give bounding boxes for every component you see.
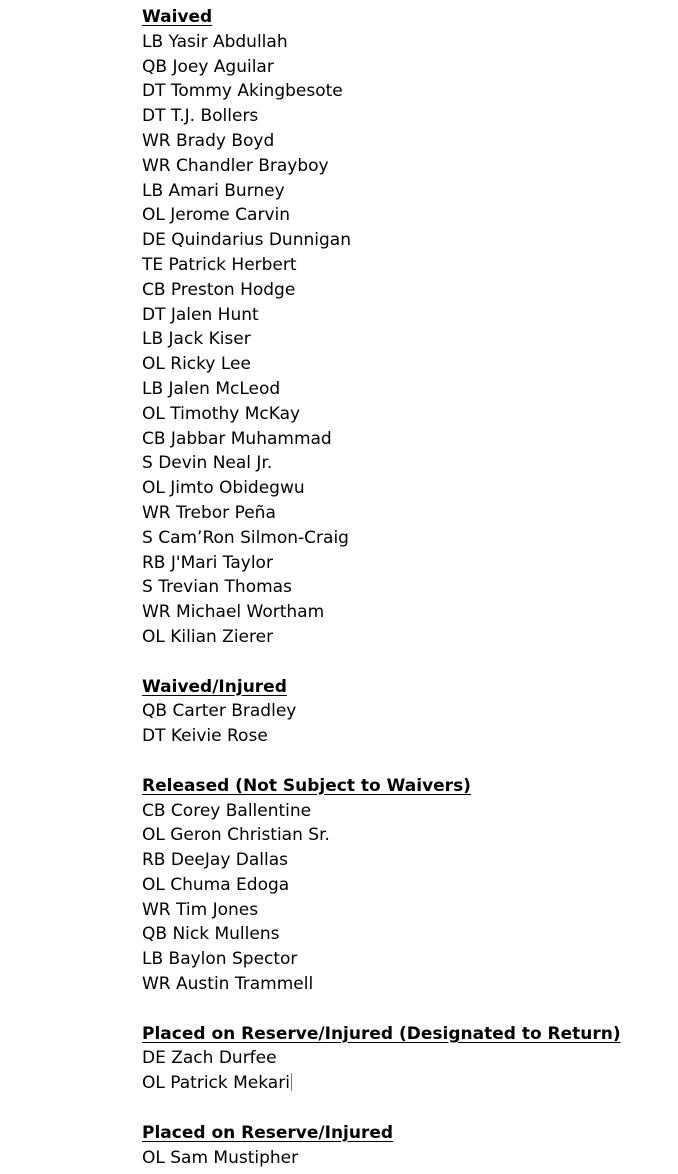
document-body[interactable] (142, 5, 678, 1170)
player-entry (142, 600, 678, 625)
player-list (142, 799, 678, 997)
player-name: S Cam’Ron Silmon-Craig (142, 527, 349, 548)
player-entry (142, 1071, 678, 1096)
player-entry (142, 327, 678, 352)
player-name: LB Jalen McLeod (142, 378, 281, 399)
player-name: DE Zach Durfee (142, 1048, 277, 1069)
player-name: WR Brady Boyd (142, 130, 275, 151)
section-heading: Waived (142, 7, 213, 27)
player-name: LB Amari Burney (142, 180, 285, 201)
player-name: OL Timothy McKay (142, 403, 301, 424)
section-heading: Placed on Reserve/Injured (142, 1122, 394, 1143)
player-entry (142, 104, 678, 129)
player-entry (142, 476, 678, 501)
player-entry (142, 625, 678, 650)
player-list (142, 1146, 678, 1171)
player-entry (142, 947, 678, 972)
player-name: OL Chuma Edoga (142, 874, 290, 895)
section-waived (142, 5, 678, 650)
player-entry (142, 451, 678, 476)
player-name: RB J'Mari Taylor (142, 552, 273, 573)
player-name: LB Jack Kiser (142, 329, 251, 350)
player-entry (142, 253, 678, 278)
player-entry (142, 898, 678, 923)
player-name: WR Tim Jones (142, 899, 259, 920)
section-heading: Placed on Reserve/Injured (Designated to Return) (142, 1023, 621, 1044)
player-name: WR Austin Trammell (142, 974, 314, 995)
player-name: QB Nick Mullens (142, 924, 280, 945)
player-entry (142, 154, 678, 179)
player-entry (142, 402, 678, 427)
player-name: WR Trebor Peña (142, 502, 276, 523)
player-name: QB Carter Bradley (142, 701, 297, 722)
player-entry (142, 551, 678, 576)
player-entry (142, 30, 678, 55)
player-entry (142, 1146, 678, 1171)
player-name: OL Patrick Mekari (142, 1073, 290, 1094)
player-name: LB Yasir Abdullah (142, 31, 288, 52)
player-entry (142, 129, 678, 154)
player-entry (142, 377, 678, 402)
player-name: QB Joey Aguilar (142, 56, 274, 77)
player-name: OL Ricky Lee (142, 354, 251, 375)
player-entry (142, 526, 678, 551)
player-name: LB Baylon Spector (142, 949, 298, 970)
player-list (142, 1046, 678, 1096)
player-entry (142, 699, 678, 724)
player-name: DT Tommy Akingbesote (142, 81, 343, 102)
player-entry (142, 972, 678, 997)
player-name: DT T.J. Bollers (142, 106, 259, 127)
player-entry (142, 1046, 678, 1071)
player-name: CB Corey Ballentine (142, 800, 312, 821)
section-released (142, 774, 678, 997)
player-name: WR Chandler Brayboy (142, 155, 329, 176)
player-entry (142, 823, 678, 848)
player-entry (142, 203, 678, 228)
player-name: TE Patrick Herbert (142, 254, 297, 275)
player-name: S Trevian Thomas (142, 577, 292, 598)
player-entry (142, 427, 678, 452)
player-entry (142, 575, 678, 600)
player-name: RB DeeJay Dallas (142, 850, 289, 871)
player-name: WR Michael Wortham (142, 602, 325, 623)
player-name: OL Geron Christian Sr. (142, 825, 330, 846)
player-name: DT Jalen Hunt (142, 304, 259, 325)
player-entry (142, 799, 678, 824)
player-name: OL Jimto Obidegwu (142, 478, 305, 499)
section-reserve-injured-dtr (142, 1022, 678, 1096)
section-waived-injured (142, 675, 678, 749)
player-name: S Devin Neal Jr. (142, 453, 273, 474)
player-entry (142, 55, 678, 80)
player-list (142, 30, 678, 650)
section-reserve-injured (142, 1121, 678, 1171)
player-name: OL Jerome Carvin (142, 205, 291, 226)
player-name: DT Keivie Rose (142, 726, 268, 747)
player-name: OL Sam Mustipher (142, 1147, 299, 1168)
section-heading: Waived/Injured (142, 676, 287, 697)
player-entry (142, 501, 678, 526)
player-entry (142, 303, 678, 328)
player-entry (142, 228, 678, 253)
section-heading: Released (Not Subject to Waivers) (142, 775, 471, 796)
player-entry (142, 873, 678, 898)
player-name: CB Preston Hodge (142, 279, 296, 300)
player-entry (142, 352, 678, 377)
player-entry (142, 179, 678, 204)
player-list (142, 699, 678, 749)
player-entry (142, 724, 678, 749)
player-entry (142, 922, 678, 947)
player-name: OL Kilian Zierer (142, 626, 274, 647)
player-entry (142, 79, 678, 104)
player-entry (142, 848, 678, 873)
player-entry (142, 278, 678, 303)
player-name: CB Jabbar Muhammad (142, 428, 332, 449)
player-name: DE Quindarius Dunnigan (142, 230, 351, 251)
text-cursor (291, 1073, 292, 1091)
